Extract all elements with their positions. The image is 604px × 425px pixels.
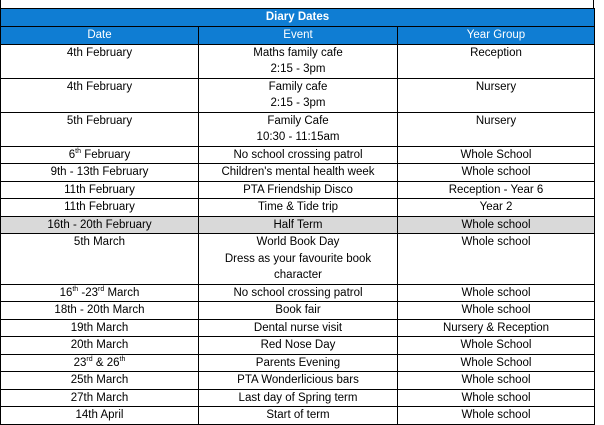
date-cell: 11th February	[1, 181, 199, 199]
event-cell	[199, 78, 398, 112]
table-row	[1, 146, 595, 164]
event-line: Last day of Spring term	[238, 391, 358, 404]
event-line: Start of term	[266, 409, 330, 421]
event-line: No school crossing patrol	[233, 286, 363, 299]
event-cell	[199, 337, 398, 355]
event-cell	[199, 354, 398, 372]
year-group-cell: Nursery & Reception	[398, 319, 595, 337]
table-row	[1, 389, 595, 407]
date-cell: 4th February	[1, 78, 199, 112]
event-line: Red Nose Day	[260, 339, 336, 351]
event-line: Family Cafe	[267, 114, 329, 127]
table-header-row	[1, 27, 595, 45]
table-row	[1, 407, 595, 425]
date-column-header: Date	[1, 27, 199, 45]
year-group-cell: Whole school	[398, 164, 595, 182]
year-group-cell: Whole school	[398, 389, 595, 407]
event-cell	[199, 389, 398, 407]
event-line: Dress as your favourite book	[224, 252, 372, 265]
event-cell	[199, 302, 398, 320]
event-line: PTA Friendship Disco	[243, 183, 353, 196]
event-line: 2:15 - 3pm	[270, 63, 326, 75]
table-row	[1, 284, 595, 302]
event-cell	[199, 112, 398, 146]
table-row	[1, 44, 595, 78]
date-cell: 23rd & 26th	[1, 354, 199, 372]
event-cell	[199, 199, 398, 217]
year-group-cell: Reception	[398, 44, 595, 78]
date-cell: 11th February	[1, 199, 199, 217]
table-row	[1, 199, 595, 217]
table-top-bar	[0, 0, 594, 8]
date-cell: 6th February	[1, 146, 199, 164]
event-column-header: Event	[199, 27, 398, 45]
event-line: Time & Tide trip	[257, 201, 339, 213]
event-cell	[199, 181, 398, 199]
event-cell	[199, 372, 398, 390]
event-line: PTA Wonderlicious bars	[237, 374, 359, 386]
date-cell: 20th March	[1, 337, 199, 355]
year-group-cell: Whole School	[398, 337, 595, 355]
year-group-column-header: Year Group	[398, 27, 595, 45]
event-line: 2:15 - 3pm	[270, 97, 326, 109]
event-cell	[199, 319, 398, 337]
event-line: Children's mental health week	[221, 166, 375, 178]
date-cell: 9th - 13th February	[1, 164, 199, 182]
table-row	[1, 216, 595, 234]
table-row	[1, 337, 595, 355]
date-cell: 14th April	[1, 407, 199, 425]
year-group-cell: Whole School	[398, 354, 595, 372]
date-cell: 18th - 20th March	[1, 302, 199, 320]
event-line: Maths family cafe	[253, 46, 343, 59]
date-cell: 27th March	[1, 389, 199, 407]
event-cell	[199, 164, 398, 182]
event-cell	[199, 234, 398, 285]
year-group-cell: Whole School	[398, 146, 595, 164]
event-line: No school crossing patrol	[233, 148, 363, 161]
table-row	[1, 164, 595, 182]
event-line: World Book Day	[256, 236, 340, 248]
date-cell: 25th March	[1, 372, 199, 390]
date-cell: 5th March	[1, 234, 199, 285]
event-cell	[199, 407, 398, 425]
year-group-cell: Whole school	[398, 216, 595, 234]
table-row	[1, 234, 595, 285]
event-cell	[199, 284, 398, 302]
table-title-row	[1, 9, 595, 27]
diary-dates-table	[0, 8, 595, 425]
year-group-cell: Whole school	[398, 302, 595, 320]
event-line: 10:30 - 11:15am	[256, 131, 340, 143]
date-cell: 4th February	[1, 44, 199, 78]
event-line: Dental nurse visit	[253, 321, 343, 334]
table-row	[1, 319, 595, 337]
table-row	[1, 78, 595, 112]
event-line: Family cafe	[268, 80, 328, 93]
year-group-cell: Year 2	[398, 199, 595, 217]
event-cell	[199, 44, 398, 78]
event-line: Parents Evening	[255, 356, 341, 369]
event-cell	[199, 146, 398, 164]
date-cell: 5th February	[1, 112, 199, 146]
event-line: Book fair	[275, 304, 321, 316]
table-row	[1, 112, 595, 146]
event-line: Half Term	[273, 218, 323, 231]
event-line: character	[274, 269, 322, 281]
table-row	[1, 354, 595, 372]
date-cell: 19th March	[1, 319, 199, 337]
table-row	[1, 372, 595, 390]
date-cell: 16th -23rd March	[1, 284, 199, 302]
year-group-cell: Whole school	[398, 284, 595, 302]
year-group-cell: Whole school	[398, 234, 595, 285]
table-row	[1, 302, 595, 320]
table-row	[1, 181, 595, 199]
year-group-cell: Whole school	[398, 372, 595, 390]
year-group-cell: Nursery	[398, 112, 595, 146]
year-group-cell: Reception - Year 6	[398, 181, 595, 199]
date-cell: 16th - 20th February	[1, 216, 199, 234]
table-title: Diary Dates	[1, 9, 595, 27]
year-group-cell: Nursery	[398, 78, 595, 112]
event-cell	[199, 216, 398, 234]
table-body	[1, 44, 595, 424]
year-group-cell: Whole school	[398, 407, 595, 425]
